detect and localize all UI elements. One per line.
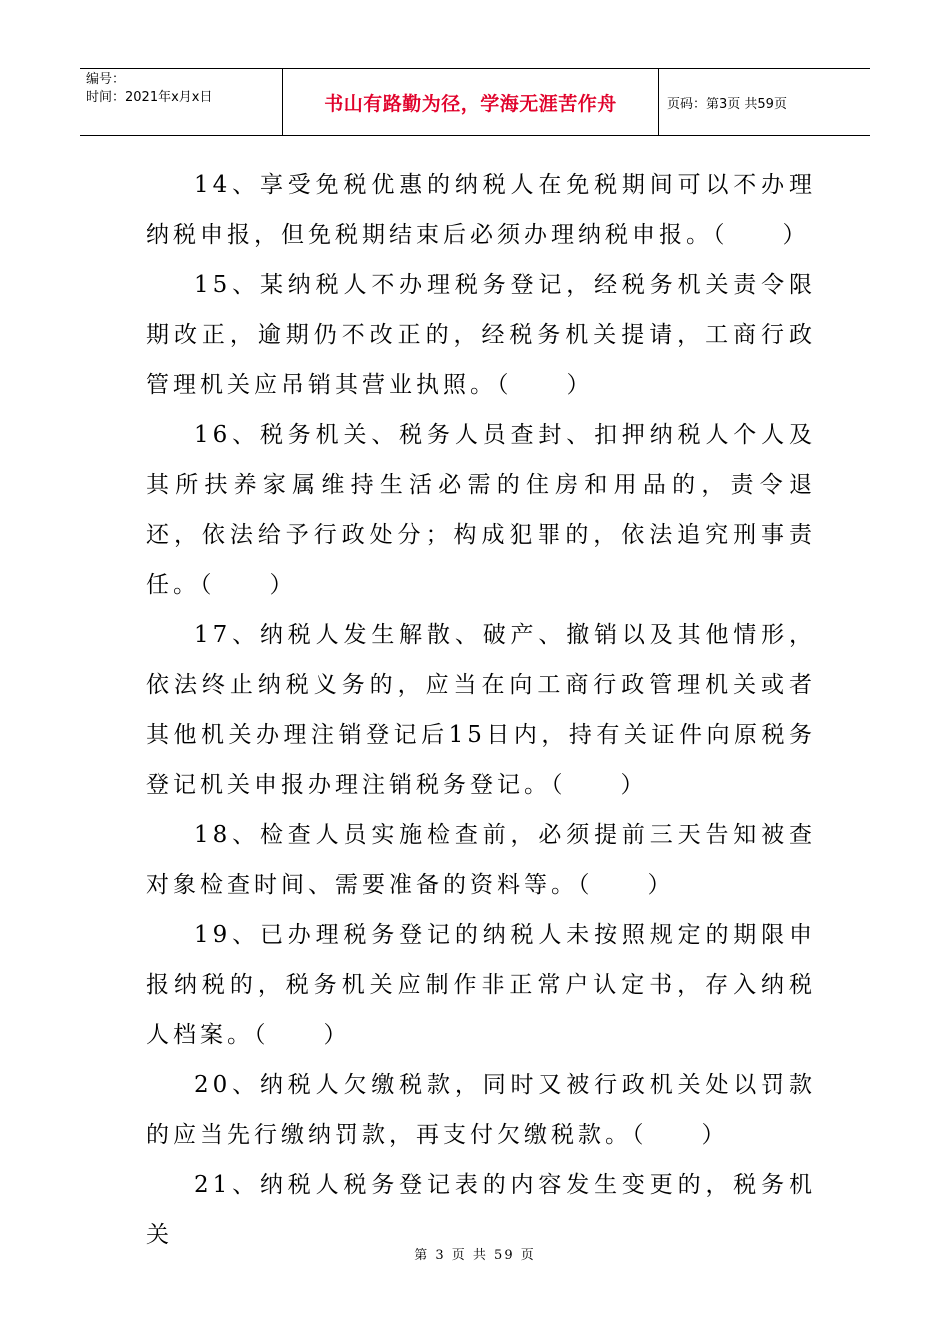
page-header [80,68,870,136]
question-15: 15、某纳税人不办理税务登记，经税务机关责令限期改正，逾期仍不改正的，经税务机关提请，工商行政管理机关应吊销其营业执照。（ ） [146,272,816,398]
date-line: 时间：2021年x月x日 [86,90,213,105]
question-18: 18、检查人员实施检查前，必须提前三天告知被查对象检查时间、需要准备的资料等。（ ） [146,822,816,898]
question-20: 20、纳税人欠缴税款，同时又被行政机关处以罚款的应当先行缴纳罚款，再支付欠缴税款。（ ） [146,1072,816,1148]
question-16: 16、税务机关、税务人员查封、扣押纳税人个人及其所扶养家属维持生活必需的住房和用品的，责令退还，依法给予行政处分；构成犯罪的，依法追究刑事责任。（ ） [146,422,816,598]
question-14: 14、享受免税优惠的纳税人在免税期间可以不办理纳税申报，但免税期结束后必须办理纳税申报。（ ） [146,172,816,248]
doc-number-label: 编号： [86,72,126,87]
question-17: 17、纳税人发生解散、破产、撤销以及其他情形，依法终止纳税义务的，应当在向工商行政管理机关或者其他机关办理注销登记后15日内，持有关证件向原税务登记机关申报办理注销税务登记。（ ） [146,622,816,798]
header-page-info: 页码：第3页 共59页 [667,96,787,112]
header-motto: 书山有路勤为径，学海无涯苦作舟 [283,69,659,135]
document-body [146,160,816,1260]
question-21: 21、纳税人税务登记表的内容发生变更的，税务机关 [146,1172,816,1248]
page-footer: 第 3 页 共 59 页 [414,1248,536,1263]
question-19: 19、已办理税务登记的纳税人未按照规定的期限申报纳税的，税务机关应制作非正常户认定书，存入纳税人档案。（ ） [146,922,816,1048]
header-meta [80,69,283,135]
